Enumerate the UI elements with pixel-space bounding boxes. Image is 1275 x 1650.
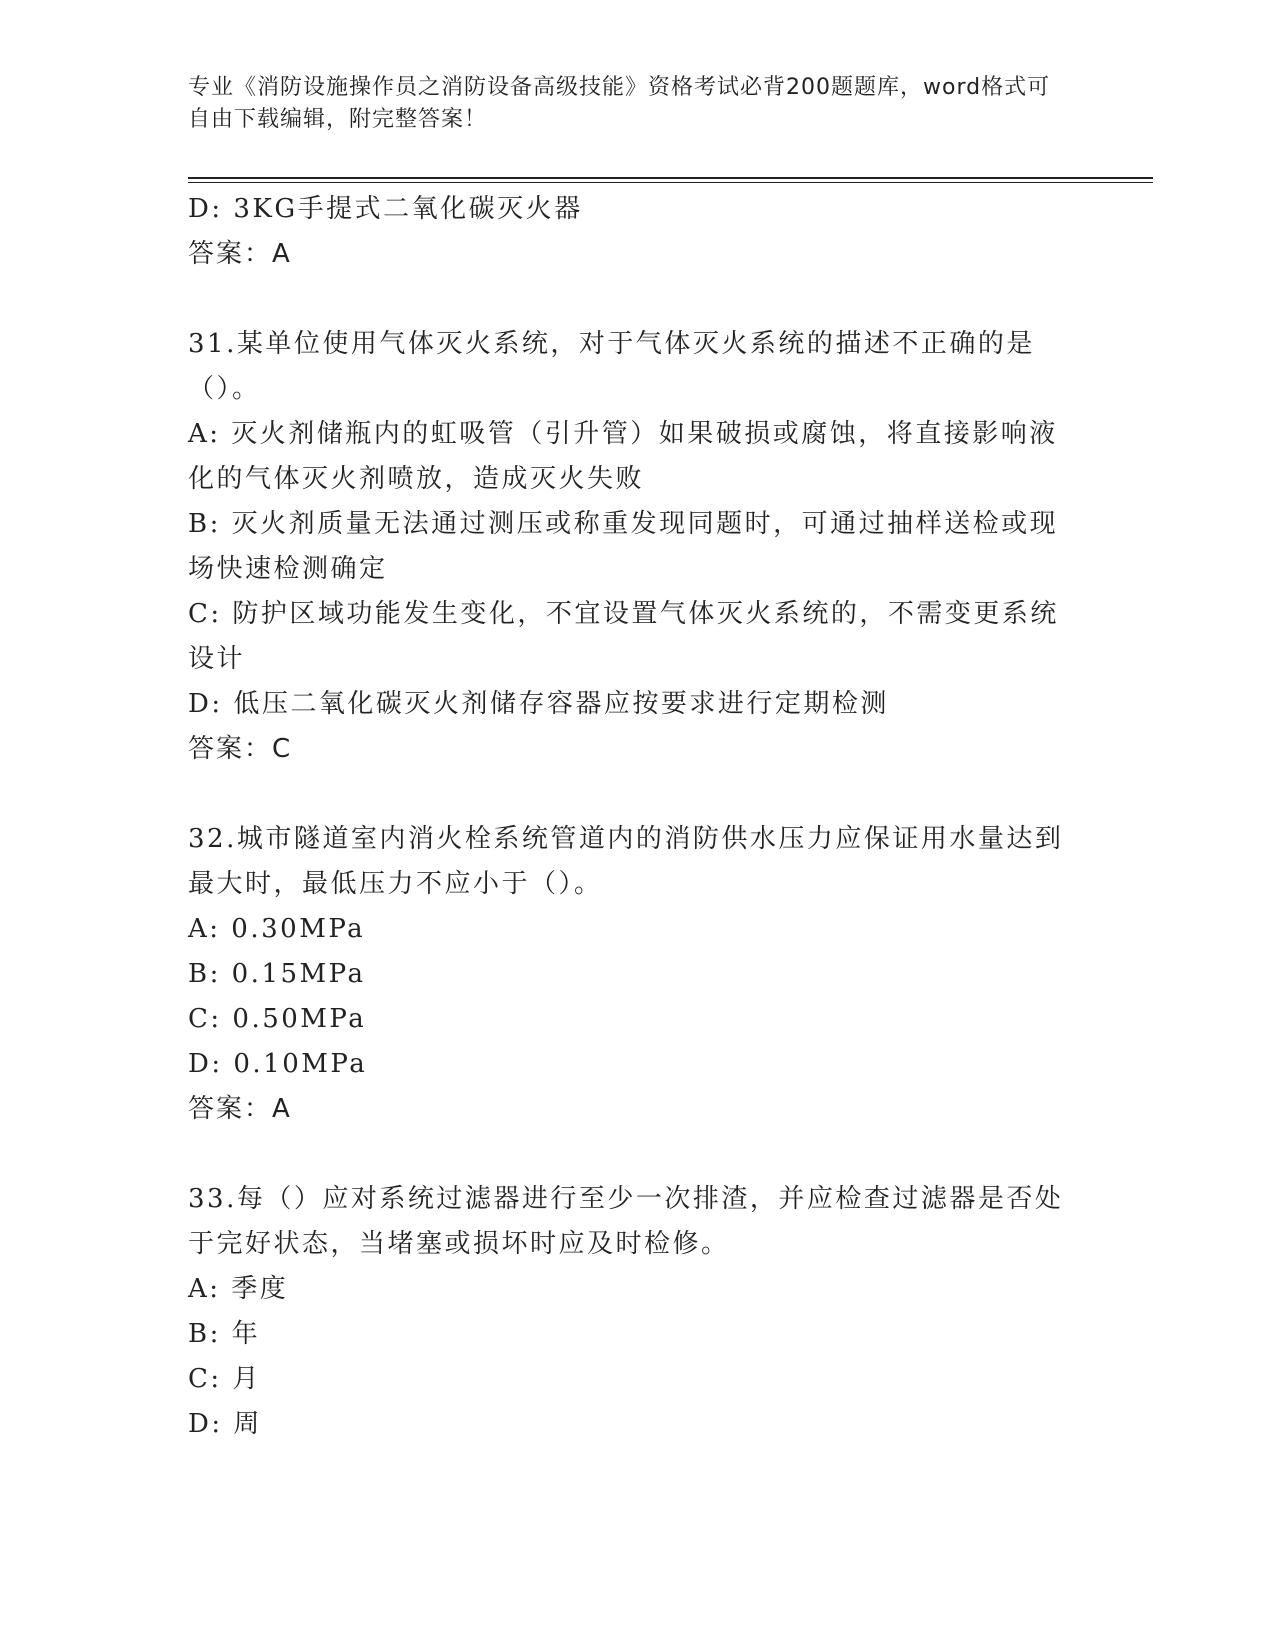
option-a: A: 0.30MPa <box>188 914 366 944</box>
document-body <box>188 187 1078 1447</box>
option-c: C: 防护区域功能发生变化，不宜设置气体灭火系统的，不需变更系统设计 <box>188 599 1059 674</box>
question-stem: 31.某单位使用气体灭火系统，对于气体灭火系统的描述不正确的是（）。 <box>188 329 1035 404</box>
answer-line: 答案：C <box>188 734 293 764</box>
question-stem: 33.每（）应对系统过滤器进行至少一次排渣，并应检查过滤器是否处于完好状态，当堵塞或损坏时应及时检修。 <box>188 1184 1064 1259</box>
option-a: A: 灭火剂储瓶内的虹吸管（引升管）如果破损或腐蚀，将直接影响液化的气体灭火剂喷放，造成灭火失败 <box>188 419 1058 494</box>
header-divider-thin <box>188 182 1153 183</box>
option-d: D: 周 <box>188 1409 262 1439</box>
answer-line: 答案：A <box>188 239 292 269</box>
option-b: B: 0.15MPa <box>188 959 366 989</box>
question-31 <box>188 322 1078 772</box>
option-d: D: 3KG手提式二氧化碳灭火器 <box>188 194 583 224</box>
option-c: C: 0.50MPa <box>188 1004 367 1034</box>
header-divider <box>188 177 1153 179</box>
question-33 <box>188 1177 1078 1447</box>
answer-line: 答案：A <box>188 1094 292 1124</box>
option-d: D: 0.10MPa <box>188 1049 368 1079</box>
page-header: 专业《消防设施操作员之消防设备高级技能》资格考试必背200题题库，word格式可自由下载编辑，附完整答案！ <box>188 75 1051 132</box>
option-b: B: 年 <box>188 1319 261 1349</box>
question-stem: 32.城市隧道室内消火栓系统管道内的消防供水压力应保证用水量达到最大时，最低压力不应小于（）。 <box>188 824 1064 899</box>
option-d: D: 低压二氧化碳灭火剂储存容器应按要求进行定期检测 <box>188 689 889 719</box>
option-a: A: 季度 <box>188 1274 289 1304</box>
option-c: C: 月 <box>188 1364 261 1394</box>
option-b: B: 灭火剂质量无法通过测压或称重发现同题时，可通过抽样送检或现场快速检测确定 <box>188 509 1059 584</box>
question-32 <box>188 817 1078 1132</box>
